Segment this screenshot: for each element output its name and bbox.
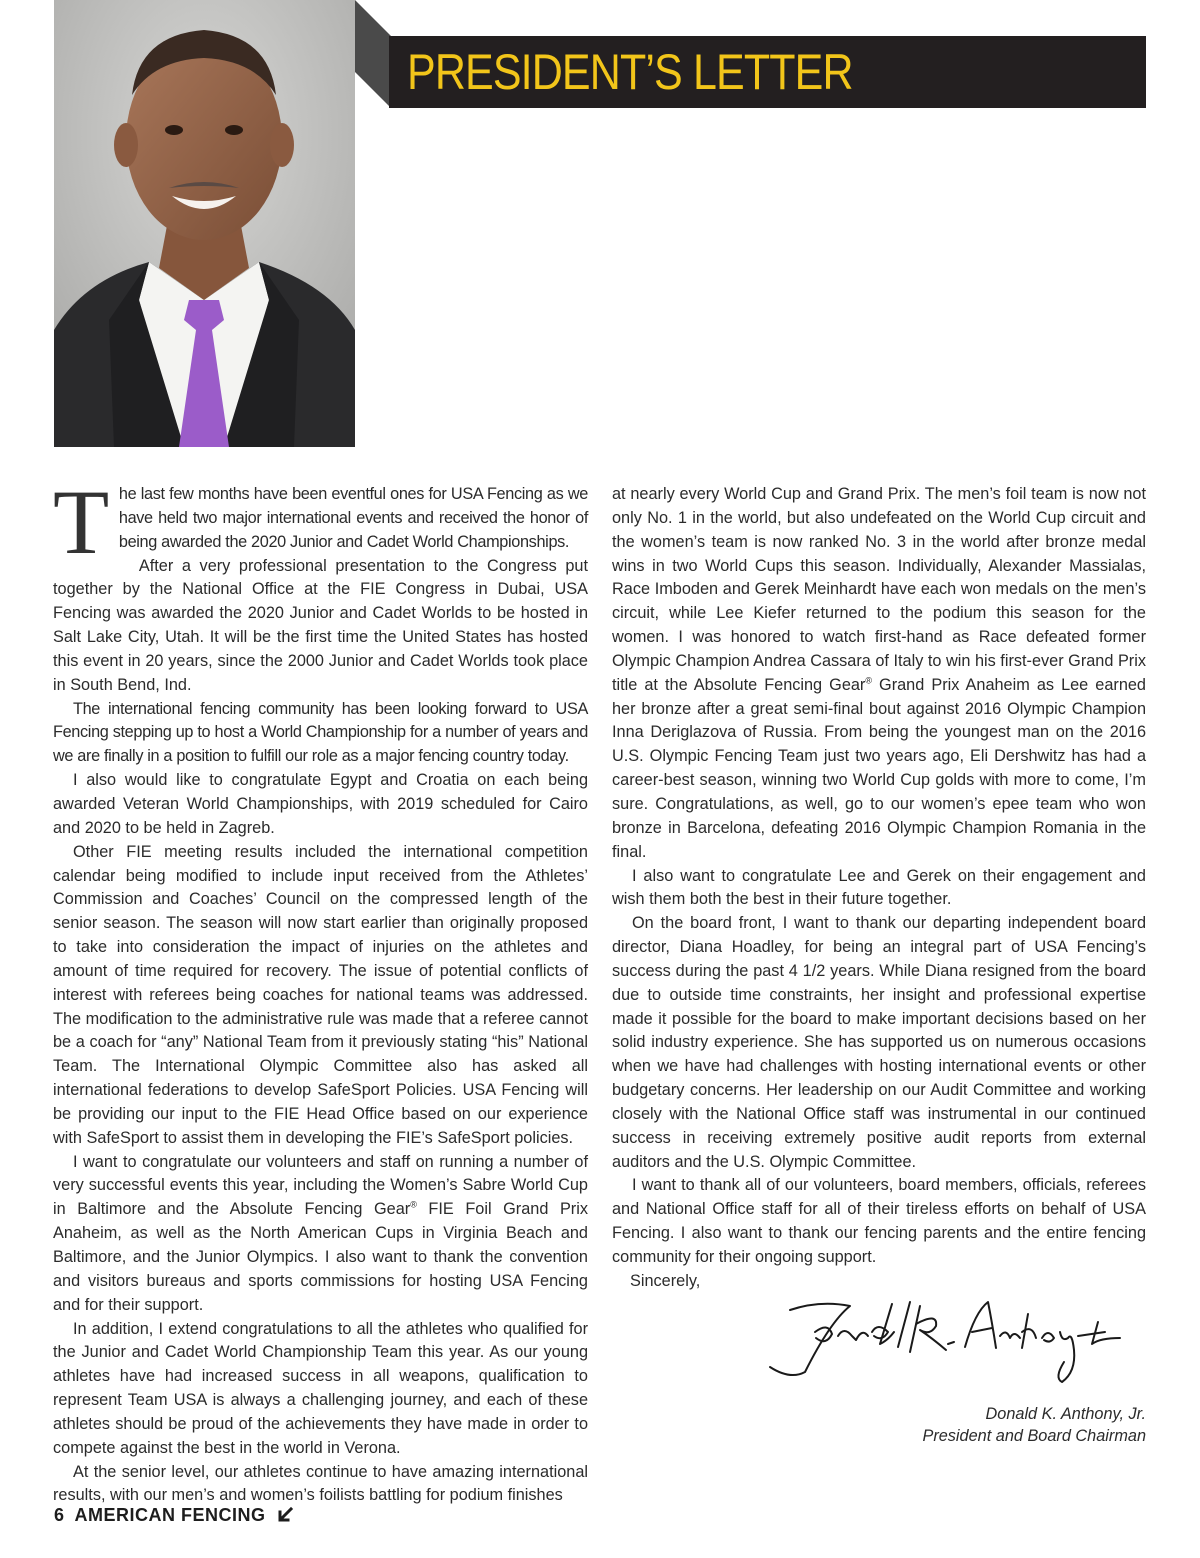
registered-mark: ® bbox=[865, 675, 872, 686]
paragraph: At the senior level, our athletes continue to have amazing international results, with our men’s and women’s foilists battling for podium finishes bbox=[53, 1462, 588, 1505]
paragraph: I also would like to congratulate Egypt and Croatia on each being awarded Veteran World Championships, with 2019 scheduled for Cairo and 2020 to be held in Zagreb. bbox=[53, 771, 588, 837]
page-number: 6 bbox=[54, 1504, 65, 1525]
paragraph: After a very professional presentation to the Congress put together by the National Office at the FIE Congress in Dubai, USA Fencing was awarded the 2020 Junior and Cadet Worlds to be hosted in Salt Lake City, Utah. It will be the first time the United States has hosted this event in 20 years, since the 2000 Junior and Cadet Worlds took place in South Bend, Ind. bbox=[53, 556, 588, 694]
paragraph-text: FIE Foil Grand Prix Anaheim, as well as the North American Cups in Virginia Beach and Baltimore, and the Junior Olympics. I also want to thank the convention and visitors bureaus and sports commissions for hosting USA Fencing and for their support. bbox=[53, 1200, 588, 1314]
drop-cap: T bbox=[53, 471, 109, 573]
paragraph: I want to thank all of our volunteers, board members, officials, referees and National Office staff for all of their tireless efforts on behalf of USA Fencing. I also want to thank our fencing parents and the entire fencing community for their ongoing support. bbox=[612, 1176, 1146, 1266]
portrait-photo bbox=[54, 0, 355, 447]
page-footer bbox=[54, 1502, 294, 1528]
paragraph bbox=[612, 483, 1146, 865]
paragraph: In addition, I extend congratulations to all the athletes who qualified for the Junior and Cadet World Championship Team this year. As our young athletes have had increased success in all weapons, qualification to represent Team USA is always a challenging journey, and each of these athletes should be proud of the achievements they have made in order to compete against the best in the world in Verona. bbox=[53, 1319, 588, 1457]
signatory-title: President and Board Chairman bbox=[922, 1427, 1146, 1445]
registered-mark: ® bbox=[410, 1199, 417, 1210]
paragraph bbox=[53, 471, 588, 573]
page-title: PRESIDENT’S LETTER bbox=[407, 44, 853, 100]
signatory-name: Donald K. Anthony, Jr. bbox=[985, 1405, 1146, 1423]
banner-fold bbox=[355, 0, 391, 108]
magazine-name: AMERICAN FENCING bbox=[74, 1504, 266, 1525]
corner-arrow-icon bbox=[276, 1506, 294, 1524]
signatory bbox=[922, 1403, 1146, 1447]
paragraph-text: at nearly every World Cup and Grand Prix. The men’s foil team is now not only No. 1 in the world, but also undefeated on the World Cup circuit and the women’s team is now ranked No. 3 in the world after bronze medal wins in two World Cups this season. Individually, Alexander Massialas, Race Imboden and Gerek Meinhardt have each won medals on the men’s circuit, while Lee Kiefer returned to the podium this season for the women. I was honored to watch first-hand as Race defeated former Olympic Champion Andrea Cassara of Italy to win his first-ever Grand Prix title at the Absolute Fencing Gear bbox=[612, 485, 1146, 694]
paragraph: On the board front, I want to thank our departing independent board director, Diana Hoadley, for being an integral part of USA Fencing’s success during the past 4 1/2 years. While Diana resigned from the board due to outside time constraints, her insight and professional expertise made it possible for the board to make important decisions based on her solid industry experience. She has supported us on numerous occasions when we have had challenges with hosting international events or other budgetary concerns. Her leadership on our Audit Committee and working closely with the National Office staff was instrumental in our continued success in receiving extremely positive audit reports from external auditors and the U.S. Olympic Committee. bbox=[612, 914, 1146, 1171]
paragraph: Other FIE meeting results included the international competition calendar being modified to include input received from the Athletes’ Commission and Coaches’ Council on the compressed length of the senior season. The season will now start earlier than originally proposed to take into consideration the impact of injuries on the athletes and amount of time required for recovery. The issue of potential conflicts of interest with referees being coaches for national teams was addressed. The modification to the administrative rule was made that a referee cannot be a coach for “any” National Team from it previously stating “his” National Team. The International Olympic Committee also has asked all international federations to develop SafeSport Policies. USA Fencing will be providing our input to the FIE Head Office based on our experience with SafeSport to assist them in developing the FIE’s SafeSport policies. bbox=[53, 842, 588, 1147]
paragraph-text: Grand Prix Anaheim as Lee earned her bronze after a great semi-final bout against 2016 Olympic Champion Inna Deriglazova of Russia. From being the youngest man on the 2016 U.S. Olympic Fencing Team just two years ago, Eli Dershwitz has had a career-best season, winning two World Cup golds with more to come, I’m sure. Congratulations, as well, go to our women’s epee team who won bronze in Barcelona, defeating 2016 Olympic Champion Romania in the final. bbox=[612, 675, 1146, 861]
paragraph: The international fencing community has been looking forward to USA Fencing stepping up to host a World Championship for a number of years and we are finally in a position to fulfill our role as a major fencing country today. bbox=[53, 699, 588, 766]
paragraph-text: he last few months have been eventful ones for USA Fencing as we have held two major international events and received the honor of being awarded the 2020 Junior and Cadet World Championships. bbox=[118, 485, 588, 551]
signature bbox=[760, 1292, 1130, 1392]
closing-salutation: Sincerely, bbox=[630, 1272, 701, 1290]
paragraph: I also want to congratulate Lee and Gerek on their engagement and wish them both the best in their future together. bbox=[612, 866, 1146, 909]
paragraph bbox=[53, 1151, 588, 1318]
title-banner bbox=[389, 36, 1146, 108]
paragraph-text: I want to congratulate our volunteers and staff on running a number of very successful events this year, including the Women’s Sabre World Cup in Baltimore and the Absolute Fencing Gear bbox=[53, 1152, 588, 1219]
right-column bbox=[612, 483, 1146, 1270]
left-column bbox=[53, 471, 588, 1508]
